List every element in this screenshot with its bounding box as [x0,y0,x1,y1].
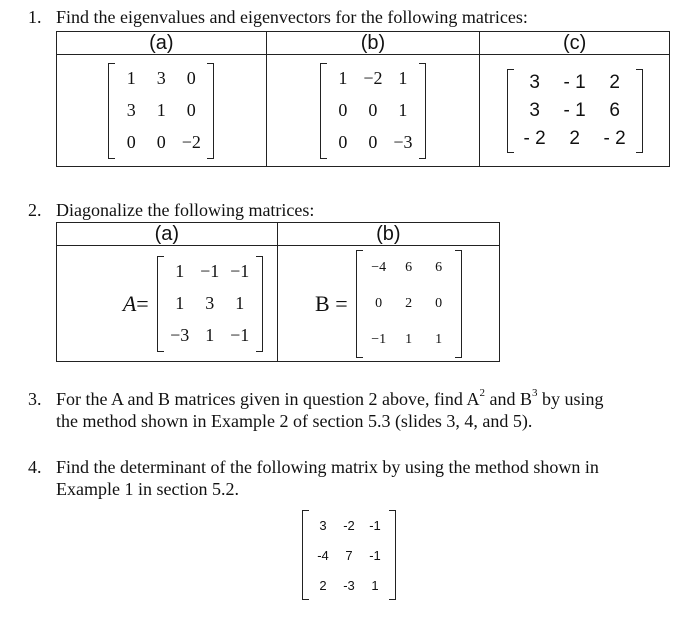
matrix-entry: 1 [435,331,443,347]
matrix-entry: 2 [609,71,620,93]
matrix-entry: −1 [200,261,220,281]
question-number: 3. [28,389,42,409]
matrix-entry: 6 [609,99,620,121]
q1-header-b: (b) [266,32,480,55]
q2-cell-a [57,246,278,362]
q1-cell-b [266,55,480,167]
matrix-entry: 1 [371,577,379,593]
matrix-entry: 0 [156,132,166,152]
q2-header-a: (a) [57,223,278,246]
matrix-entry: 2 [405,295,413,311]
matrix-entry: −1 [230,325,250,345]
matrix-entry: 3 [529,99,540,121]
equals-sign: = [136,290,149,316]
matrix-entry: 1 [205,325,215,345]
matrix-entry: 0 [368,100,378,120]
matrix-entry: −4 [371,259,387,275]
question-number: 1. [28,7,42,27]
question-text-line-2: Example 1 in section 5.2. [56,479,239,499]
matrix-entry: −2 [181,132,201,152]
question-text-line-1 [56,388,603,410]
matrix-entry: -4 [317,547,329,563]
matrix-entry: - 2 [523,127,546,149]
matrix-label-b: B = [315,290,348,316]
label-letter: A [122,290,137,316]
matrix-entry: 3 [126,100,136,120]
q1-matrix-table [56,31,670,167]
matrix-entry: 3 [529,71,540,93]
matrix-entry: 0 [338,100,348,120]
matrix-entry: 1 [235,293,245,313]
matrix-entry: -2 [343,517,355,533]
question-1 [28,6,688,28]
exponent: 2 [479,387,485,399]
matrix-entry: 0 [368,132,378,152]
q1-cell-c [480,55,670,167]
q2-cell-b [277,246,499,362]
matrix-entry: 0 [126,132,136,152]
q1-matrix-a [108,63,214,159]
matrix-entry: 3 [205,293,215,313]
matrix-entry: -1 [369,517,381,533]
matrix-entry: 6 [435,259,443,275]
matrix-entry: −2 [363,68,383,88]
matrix-entry: 3 [319,517,327,533]
matrix-entry: -3 [343,577,355,593]
question-4 [28,456,688,500]
q1-header-c: (c) [480,32,670,55]
question-number: 2. [28,200,42,220]
matrix-entry: 0 [186,100,196,120]
q1-matrix-c [507,69,643,153]
matrix-entry: −1 [371,331,387,347]
question-2 [28,199,688,221]
matrix-entry: 6 [405,259,413,275]
text-segment: by using [537,389,604,409]
q1-header-a: (a) [57,32,267,55]
text-segment: and B [484,389,532,409]
q2-header-b: (b) [277,223,499,246]
matrix-entry: 1 [175,261,185,281]
matrix-entry: 0 [186,68,196,88]
question-text-line-2: the method shown in Example 2 of section 5.3 (slides 3, 4, and 5). [56,411,533,431]
q4-matrix [302,510,396,600]
matrix-entry: 1 [398,100,408,120]
matrix-entry: 0 [435,295,443,311]
matrix-entry: 1 [156,100,166,120]
q2-matrix-table [56,222,500,362]
matrix-entry: - 2 [603,127,626,149]
text-segment: For the A and B matrices given in question 2 above, find A [56,389,480,409]
question-text-line-1: Find the determinant of the following matrix by using the method shown in [56,457,599,477]
matrix-entry: 1 [175,293,185,313]
q1-cell-a [57,55,267,167]
matrix-entry: - 1 [563,71,586,93]
question-text: Find the eigenvalues and eigenvectors for the following matrices: [56,7,528,27]
matrix-entry: −3 [393,132,413,152]
matrix-entry: 0 [338,132,348,152]
question-text: Diagonalize the following matrices: [56,200,315,220]
matrix-label-a [123,291,149,316]
matrix-entry: -1 [369,547,381,563]
matrix-entry: 0 [375,295,383,311]
matrix-entry: 1 [398,68,408,88]
matrix-entry: 2 [319,577,327,593]
question-3 [28,388,688,432]
matrix-entry: −3 [170,325,190,345]
matrix-entry: 2 [569,127,580,149]
matrix-entry: 7 [345,547,353,563]
matrix-entry: 1 [405,331,413,347]
q2-matrix-a [157,256,263,352]
matrix-entry: - 1 [563,99,586,121]
q2-matrix-b [356,250,462,358]
q4-matrix-wrap [302,510,396,600]
exponent: 3 [531,387,538,399]
q1-matrix-b [320,63,426,159]
matrix-entry: 1 [126,68,136,88]
matrix-entry: −1 [230,261,250,281]
matrix-entry: 1 [338,68,348,88]
question-number: 4. [28,457,42,477]
matrix-entry: 3 [156,68,166,88]
